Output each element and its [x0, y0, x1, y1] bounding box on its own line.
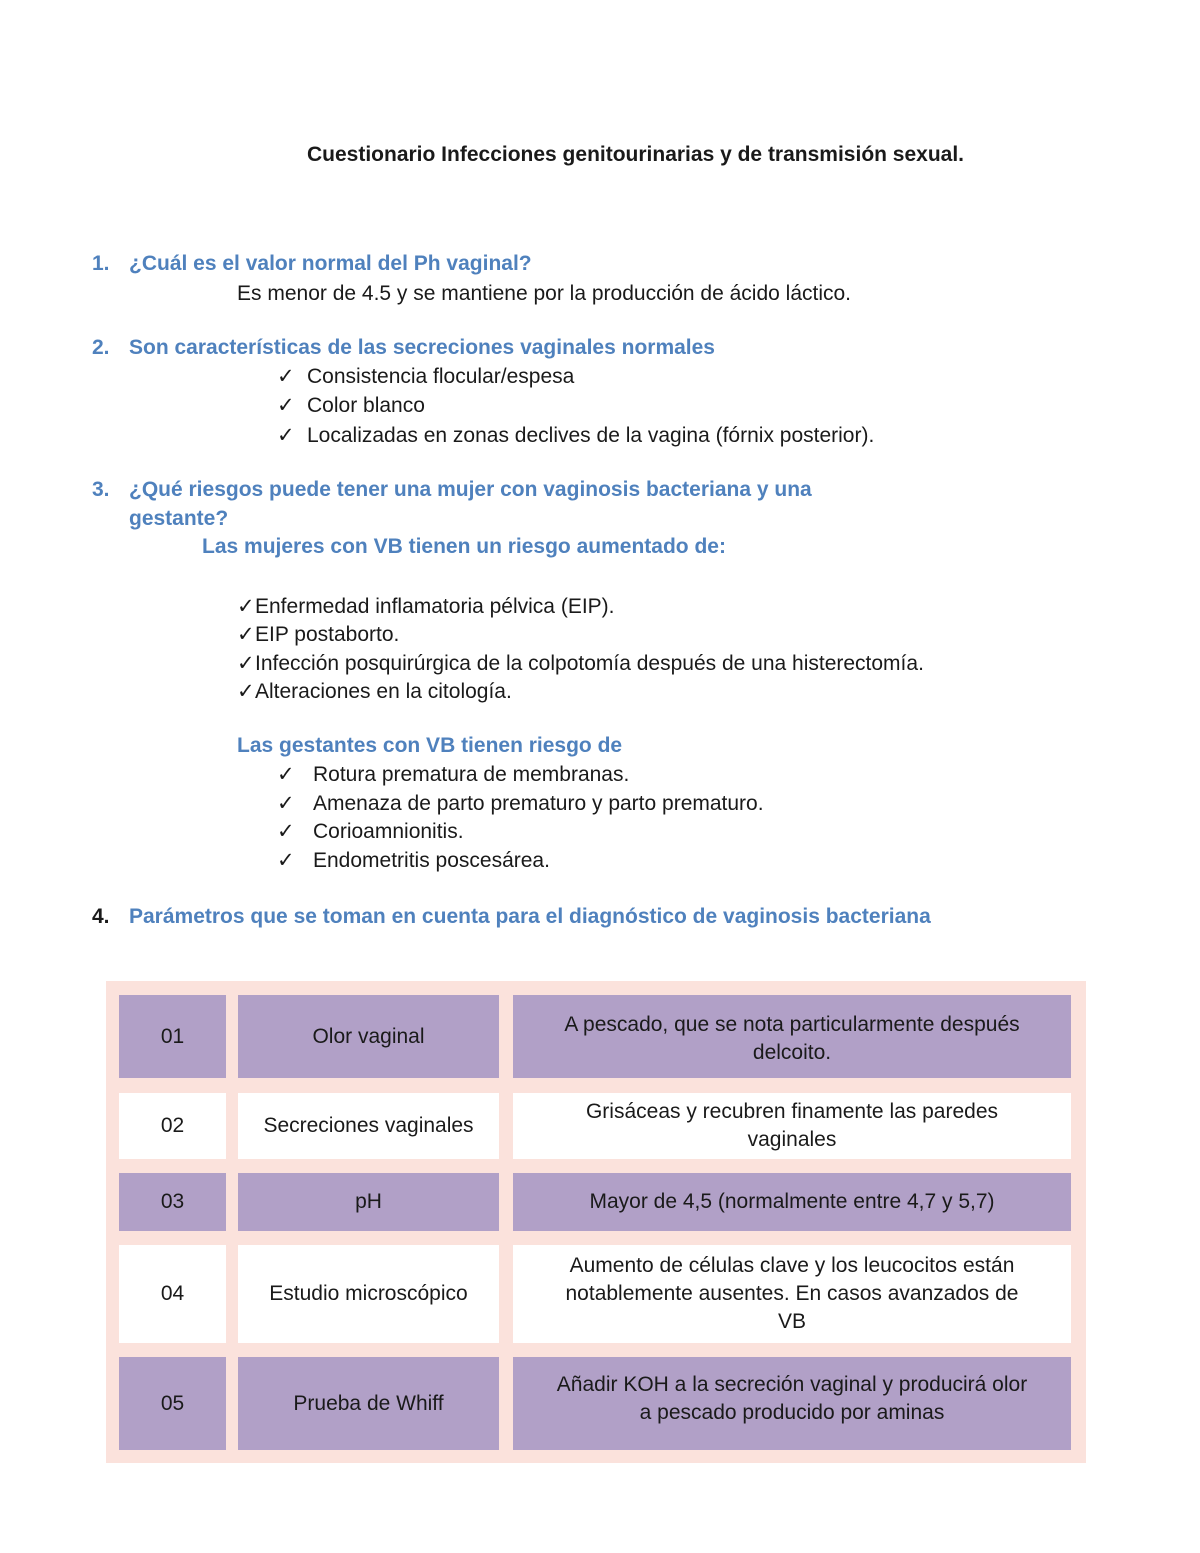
list-item: ✓ Color blanco: [277, 391, 425, 420]
check-icon: ✓: [277, 849, 295, 872]
check-icon: ✓: [277, 763, 295, 786]
list-item: ✓Infección posquirúrgica de la colpotomía después de una histerectomía.: [237, 649, 924, 678]
list-item: ✓ Endometritis poscesárea.: [277, 846, 550, 875]
table-cell-parameter: pH: [238, 1173, 499, 1231]
question-4-text: Parámetros que se toman en cuenta para el diagnóstico de vaginosis bacteriana: [129, 905, 931, 928]
table-cell-parameter: Estudio microscópico: [238, 1245, 499, 1343]
list-item: ✓Enfermedad inflamatoria pélvica (EIP).: [237, 592, 615, 621]
question-2-text: Son características de las secreciones vaginales normales: [129, 336, 715, 359]
question-1-number: 1.: [92, 252, 110, 275]
check-icon: ✓: [277, 820, 295, 843]
table-cell-number: 01: [119, 995, 226, 1078]
table-cell-description: Grisáceas y recubren finamente las paredes vaginales: [513, 1093, 1071, 1159]
question-2: [0, 333, 1200, 362]
check-icon: ✓: [277, 394, 295, 417]
check-icon: ✓: [237, 623, 255, 646]
check-icon: ✓: [237, 652, 255, 675]
pregnant-risk-heading: Las gestantes con VB tienen riesgo de: [237, 734, 623, 757]
list-item: ✓ Rotura prematura de membranas.: [277, 760, 629, 789]
check-icon: ✓: [277, 424, 295, 447]
list-item: ✓Alteraciones en la citología.: [237, 677, 512, 706]
question-2-number: 2.: [92, 336, 110, 359]
check-icon: ✓: [277, 365, 295, 388]
list-item: ✓ Consistencia flocular/espesa: [277, 362, 574, 391]
table-cell-parameter: Olor vaginal: [238, 995, 499, 1078]
table-cell-description: Mayor de 4,5 (normalmente entre 4,7 y 5,7): [513, 1173, 1071, 1231]
table-cell-number: 04: [119, 1245, 226, 1343]
question-4-number: 4.: [92, 905, 110, 928]
list-item: ✓ Corioamnionitis.: [277, 817, 464, 846]
table-cell-number: 02: [119, 1093, 226, 1159]
question-1-answer: Es menor de 4.5 y se mantiene por la producción de ácido láctico.: [237, 282, 852, 305]
list-item: ✓EIP postaborto.: [237, 620, 399, 649]
question-3-text-line1: ¿Qué riesgos puede tener una mujer con vaginosis bacteriana y una: [129, 478, 812, 501]
check-icon: ✓: [277, 792, 295, 815]
diagnosis-table: [106, 981, 1086, 1463]
check-icon: ✓: [237, 680, 255, 703]
table-cell-description: Aumento de células clave y los leucocitos están notablemente ausentes. En casos avanzados de VB: [513, 1245, 1071, 1343]
table-cell-parameter: Secreciones vaginales: [238, 1093, 499, 1159]
table-cell-parameter: Prueba de Whiff: [238, 1357, 499, 1450]
question-1-text: ¿Cuál es el valor normal del Ph vaginal?: [129, 252, 532, 275]
list-item: ✓ Amenaza de parto prematuro y parto prematuro.: [277, 789, 764, 818]
women-risk-heading: Las mujeres con VB tienen un riesgo aumentado de:: [202, 535, 726, 558]
table-cell-description: A pescado, que se nota particularmente después delcoito.: [513, 995, 1071, 1078]
table-cell-number: 03: [119, 1173, 226, 1231]
question-3-text-line2: gestante?: [129, 507, 229, 530]
question-3-number: 3.: [92, 478, 110, 501]
question-4: [0, 902, 1200, 931]
question-1: [0, 249, 1200, 278]
question-3: [0, 475, 1200, 504]
check-icon: ✓: [237, 595, 255, 618]
table-cell-number: 05: [119, 1357, 226, 1450]
page-title: Cuestionario Infecciones genitourinarias y de transmisión sexual.: [307, 143, 965, 166]
table-cell-description: Añadir KOH a la secreción vaginal y producirá olor a pescado producido por aminas: [513, 1357, 1071, 1450]
list-item: ✓ Localizadas en zonas declives de la vagina (fórnix posterior).: [277, 421, 874, 450]
